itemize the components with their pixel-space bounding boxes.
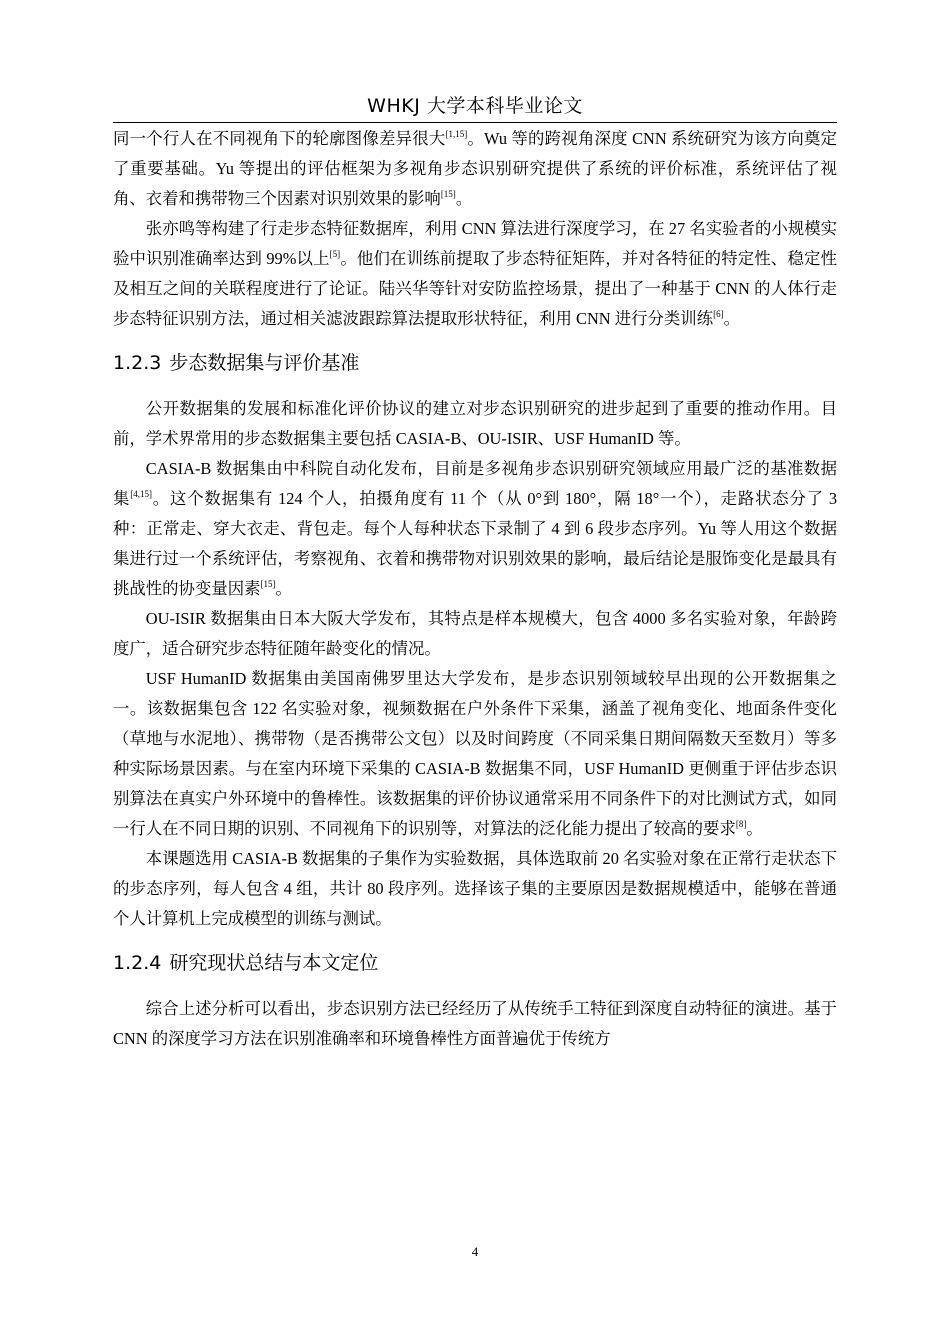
citation: [4,15] [130, 489, 152, 499]
section-title: 步态数据集与评价基准 [169, 352, 360, 374]
citation: [1,15] [445, 129, 468, 139]
citation: [8] [735, 819, 747, 829]
paragraph-cross-view: 同一个行人在不同视角下的轮廓图像差异很大[1,15]。Wu 等的跨视角深度 CNN 系统研究为该方向奠定了重要基础。Yu 等提出的评估框架为多视角步态识别研究提供了系统的评价标准，系统评估了视角、衣着和携带物三个因素对识别效果的影响[15]。 [113, 129, 837, 208]
header-title: WHKJ 大学本科毕业论文 [367, 95, 583, 117]
paper-body [113, 124, 837, 1054]
section-number: 1.2.3 [113, 352, 162, 374]
section-heading-1-2-4 [113, 948, 837, 978]
page-header [113, 91, 837, 123]
section-heading-1-2-3 [113, 348, 837, 378]
paragraph-summary: 综合上述分析可以看出，步态识别方法已经经历了从传统手工特征到深度自动特征的演进。基于 CNN 的深度学习方法在识别准确率和环境鲁棒性方面普遍优于传统方 [113, 999, 837, 1048]
paragraph-ou-isir: OU-ISIR 数据集由日本大阪大学发布，其特点是样本规模大，包含 4000 多名实验对象，年龄跨度广，适合研究步态特征随年龄变化的情况。 [113, 609, 837, 658]
page-number: 4 [471, 1244, 479, 1259]
paragraph-usf-humanid: USF HumanID 数据集由美国南佛罗里达大学发布，是步态识别领域较早出现的公开数据集之一。该数据集包含 122 名实验对象，视频数据在户外条件下采集，涵盖了视角变化、地面条件变化（草地与水泥地）、携带物（是否携带公文包）以及时间跨度（不同采集日期间隔数天至数月）等多种实际场景因素。与在室内环境下采集的 CASIA-B 数据集不同，USF HumanID 更侧重于评估步态识别算法在真实户外环境中的鲁棒性。该数据集的评价协议通常采用不同条件下的对比测试方式，如同一行人在不同日期的识别、不同视角下的识别等，对算法的泛化能力提出了较高的要求[8]。 [113, 669, 837, 838]
section-title: 研究现状总结与本文定位 [169, 952, 379, 974]
paragraph-subset-choice: 本课题选用 CASIA-B 数据集的子集作为实验数据，具体选取前 20 名实验对象在正常行走状态下的步态序列，每人包含 4 组，共计 80 段序列。选择该子集的主要原因是数据规模适中，能够在普通个人计算机上完成模型的训练与测试。 [113, 849, 837, 928]
citation: [15] [440, 189, 456, 199]
citation: [6] [713, 309, 724, 319]
citation: [5] [329, 249, 341, 259]
paragraph-datasets-intro: 公开数据集的发展和标准化评价协议的建立对步态识别研究的进步起到了重要的推动作用。目前，学术界常用的步态数据集主要包括 CASIA-B、OU-ISIR、USF HumanID 等。 [113, 399, 837, 448]
paragraph-casia-b: CASIA-B 数据集由中科院自动化发布，目前是多视角步态识别研究领域应用最广泛的基准数据集[4,15]。这个数据集有 124 个人，拍摄角度有 11 个（从 0°到 180°，隔 18°一个），走路状态分了 3 种：正常走、穿大衣走、背包走。每个人每种状态下录制了 4 到 6 段步态序列。Yu 等人用这个数据集进行过一个系统评估，考察视角、衣着和携带物对识别效果的影响，最后结论是服饰变化是最具有挑战性的协变量因素[15]。 [113, 459, 838, 598]
citation: [15] [260, 579, 276, 589]
section-number: 1.2.4 [113, 952, 162, 974]
paragraph-cnn-studies: 张亦鸣等构建了行走步态特征数据库，利用 CNN 算法进行深度学习，在 27 名实验者的小规模实验中识别准确率达到 99%以上[5]。他们在训练前提取了步态特征矩阵，并对各特征的特定性、稳定性及相互之间的关联程度进行了论证。陆兴华等针对安防监控场景，提出了一种基于 CNN 的人体行走步态特征识别方法，通过相关滤波跟踪算法提取形状特征，利用 CNN 进行分类训练[6]。 [113, 219, 837, 328]
